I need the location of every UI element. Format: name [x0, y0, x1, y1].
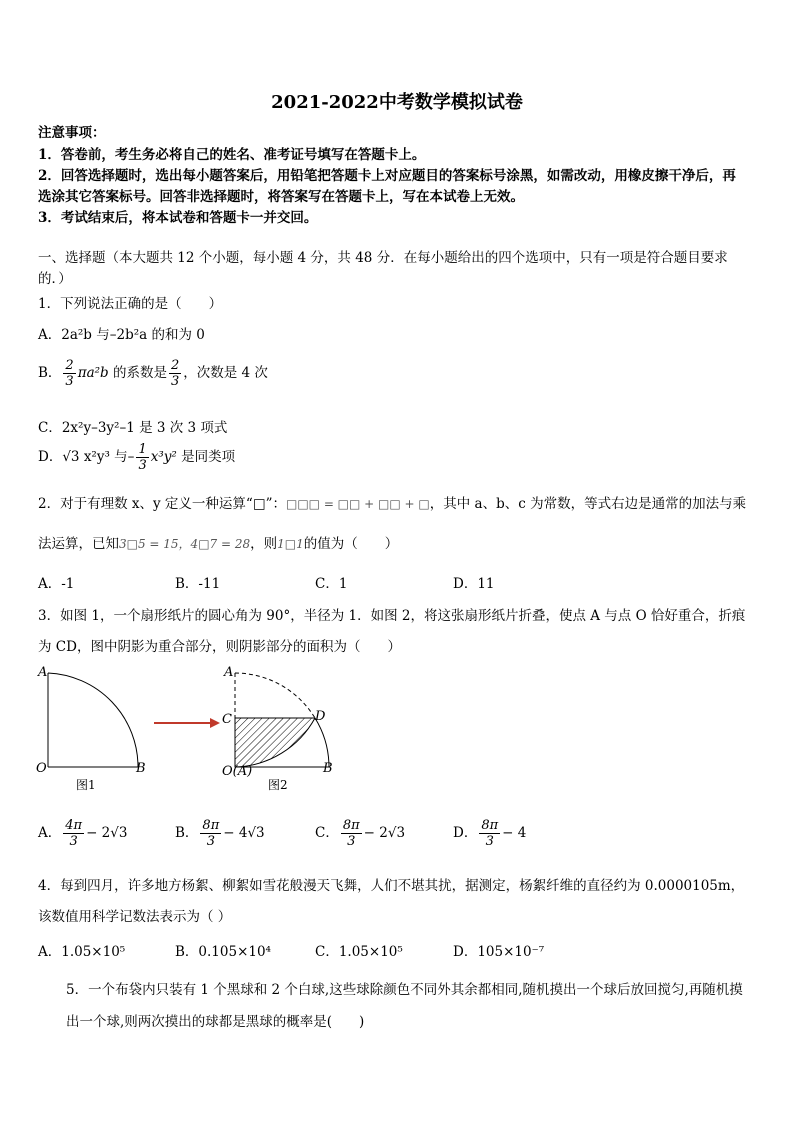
q1-option-d: D．√3 x²y³ 与– $\frac{1}{3}$ x³y² 是同类项	[38, 442, 236, 473]
notice-item: 1．答卷前，考生务必将自己的姓名、准考证号填写在答题卡上。	[38, 147, 426, 163]
q3-option-c: C． $\frac{8\pi}{3}$ − 2√3	[315, 818, 406, 849]
fig2-point-a: A	[224, 665, 234, 680]
figure-2	[222, 665, 333, 792]
q1-option-c: C．2x²y–3y²–1 是 3 次 3 项式	[38, 420, 228, 436]
q3-line2: 为 CD，图中阴影为重合部分，则阴影部分的面积为（ ）	[38, 639, 401, 655]
q3-option-b: B． $\frac{8\pi}{3}$ − 4√3	[175, 818, 265, 849]
fig2-point-d: D	[315, 709, 326, 724]
notice-heading: 注意事项：	[38, 125, 106, 141]
q4-option-d: D．105×10⁻⁷	[453, 944, 545, 960]
q4-option-a: A．1.05×10⁵	[38, 944, 126, 960]
q2-line2: 法运算，已知3□5 = 15，4□7 = 28，则1□1的值为（ ）	[38, 536, 399, 552]
fig1-point-b: B	[136, 761, 146, 776]
q5-line2: 出一个球,则两次摸出的球都是黑球的概率是( )	[66, 1014, 365, 1030]
q1-option-b: B． $\frac{2}{3}$ πa²b 的系数是 $\frac{2}{3}$ ，次数是 4 次	[38, 358, 268, 389]
q3-line1: 3．如图 1，一个扇形纸片的圆心角为 90°，半径为 1．如图 2，将这张扇形纸片折叠，使点 A 与点 O 恰好重合，折痕	[38, 608, 746, 624]
q3-option-a: A． $\frac{4\pi}{3}$ − 2√3	[38, 818, 128, 849]
q3-figures	[30, 660, 350, 795]
q2-option-b: B．-11	[175, 576, 221, 592]
notice-item: 选涂其它答案标号。回答非选择题时，将答案写在答题卡上，写在本试卷上无效。	[38, 189, 524, 205]
figure-1	[36, 665, 146, 792]
q2-option-a: A．-1	[38, 576, 75, 592]
notice-item: 2．回答选择题时，选出每小题答案后，用铅笔把答题卡上对应题目的答案标号涂黑，如需改动，用橡皮擦干净后，再	[38, 168, 736, 184]
fig2-point-b: B	[323, 761, 333, 776]
q4-line1: 4．每到四月，许多地方杨絮、柳絮如雪花般漫天飞舞，人们不堪其扰，据测定，杨絮纤维的直径约为 0.0000105m，	[38, 878, 745, 894]
q5-line1: 5．一个布袋内只装有 1 个黑球和 2 个白球,这些球除颜色不同外其余都相同,随机摸出一个球后放回搅匀,再随机摸	[66, 982, 743, 998]
q2-line1: 2．对于有理数 x、y 定义一种运算“□”：□□□ = □□ + □□ + □，其中 a、b、c 为常数，等式右边是通常的加法与乘	[38, 496, 747, 512]
fig1-point-a: A	[38, 665, 48, 680]
arrow	[154, 718, 220, 728]
notice-item: 3．考试结束后，将本试卷和答题卡一并交回。	[38, 210, 318, 226]
q4-option-b: B．0.105×10⁴	[175, 944, 271, 960]
q2-option-d: D．11	[453, 576, 495, 592]
fig2-point-o: O(A)	[222, 764, 253, 779]
section-heading: 一、选择题（本大题共 12 个小题，每小题 4 分，共 48 分．在每小题给出的四个选项中，只有一项是符合题目要求	[38, 250, 728, 266]
fig1-point-o: O	[36, 761, 47, 776]
page-title: 2021-2022中考数学模拟试卷	[271, 92, 523, 113]
section-heading-cont: 的．）	[38, 271, 72, 287]
fig2-caption: 图2	[268, 778, 288, 792]
fig2-point-c: C	[222, 712, 232, 727]
q2-option-c: C．1	[315, 576, 348, 592]
fig1-caption: 图1	[76, 778, 96, 792]
q4-option-c: C．1.05×10⁵	[315, 944, 403, 960]
q1-stem: 1．下列说法正确的是（ ）	[38, 296, 223, 312]
q3-option-d: D． $\frac{8\pi}{3}$ − 4	[453, 818, 527, 849]
q4-line2: 该数值用科学记数法表示为（ ）	[38, 909, 232, 925]
q1-option-a: A．2a²b 与–2b²a 的和为 0	[38, 327, 205, 343]
